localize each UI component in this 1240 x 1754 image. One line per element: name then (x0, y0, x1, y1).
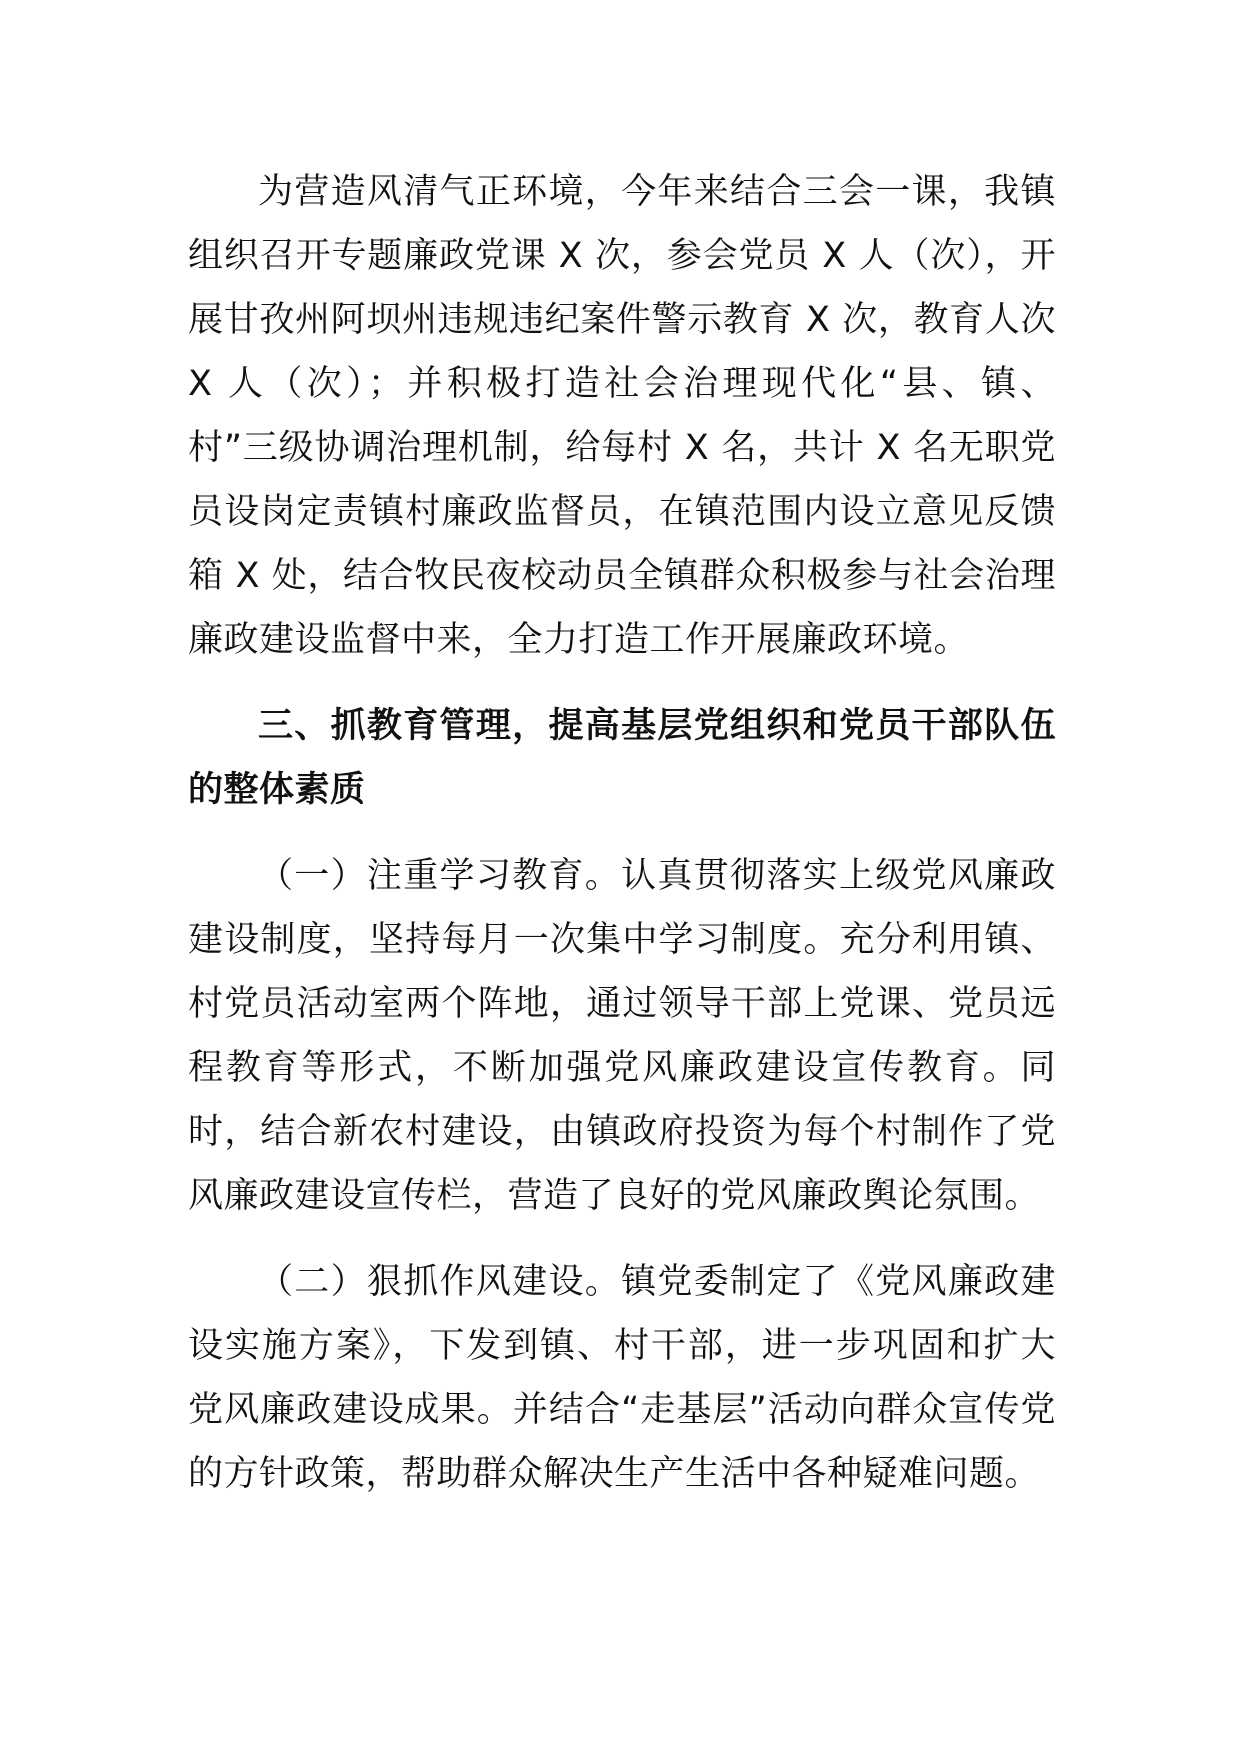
paragraph-integrity-environment: 为营造风清气正环境，今年来结合三会一课，我镇组织召开专题廉政党课 X 次，参会党员 X 人（次），开展甘孜州阿坝州违规违纪案件警示教育 X 次，教育人次 X 人（次）；并积极打造社会治理现代化“县、镇、村”三级协调治理机制，给每村 X 名，共计 X 名无职党员设岗定责镇村廉政监督员，在镇范围内设立意见反馈箱 X 处，结合牧民夜校动员全镇群众积极参与社会治理廉政建设监督中来，全力打造工作开展廉政环境。 (188, 172, 1056, 660)
document-body (188, 160, 1056, 1528)
paragraph-work-style: （二）狠抓作风建设。镇党委制定了《党风廉政建设实施方案》，下发到镇、村干部，进一步巩固和扩大党风廉政建设成果。并结合“走基层”活动向群众宣传党的方针政策，帮助群众解决生产生活中各种疑难问题。 (188, 1262, 1056, 1494)
paragraph-study-education: （一）注重学习教育。认真贯彻落实上级党风廉政建设制度，坚持每月一次集中学习制度。充分利用镇、村党员活动室两个阵地，通过领导干部上党课、党员远程教育等形式，不断加强党风廉政建设宣传教育。同时，结合新农村建设，由镇政府投资为每个村制作了党风廉政建设宣传栏，营造了良好的党风廉政舆论氛围。 (188, 856, 1056, 1216)
section-heading-three: 三、抓教育管理，提高基层党组织和党员干部队伍的整体素质 (188, 706, 1056, 810)
